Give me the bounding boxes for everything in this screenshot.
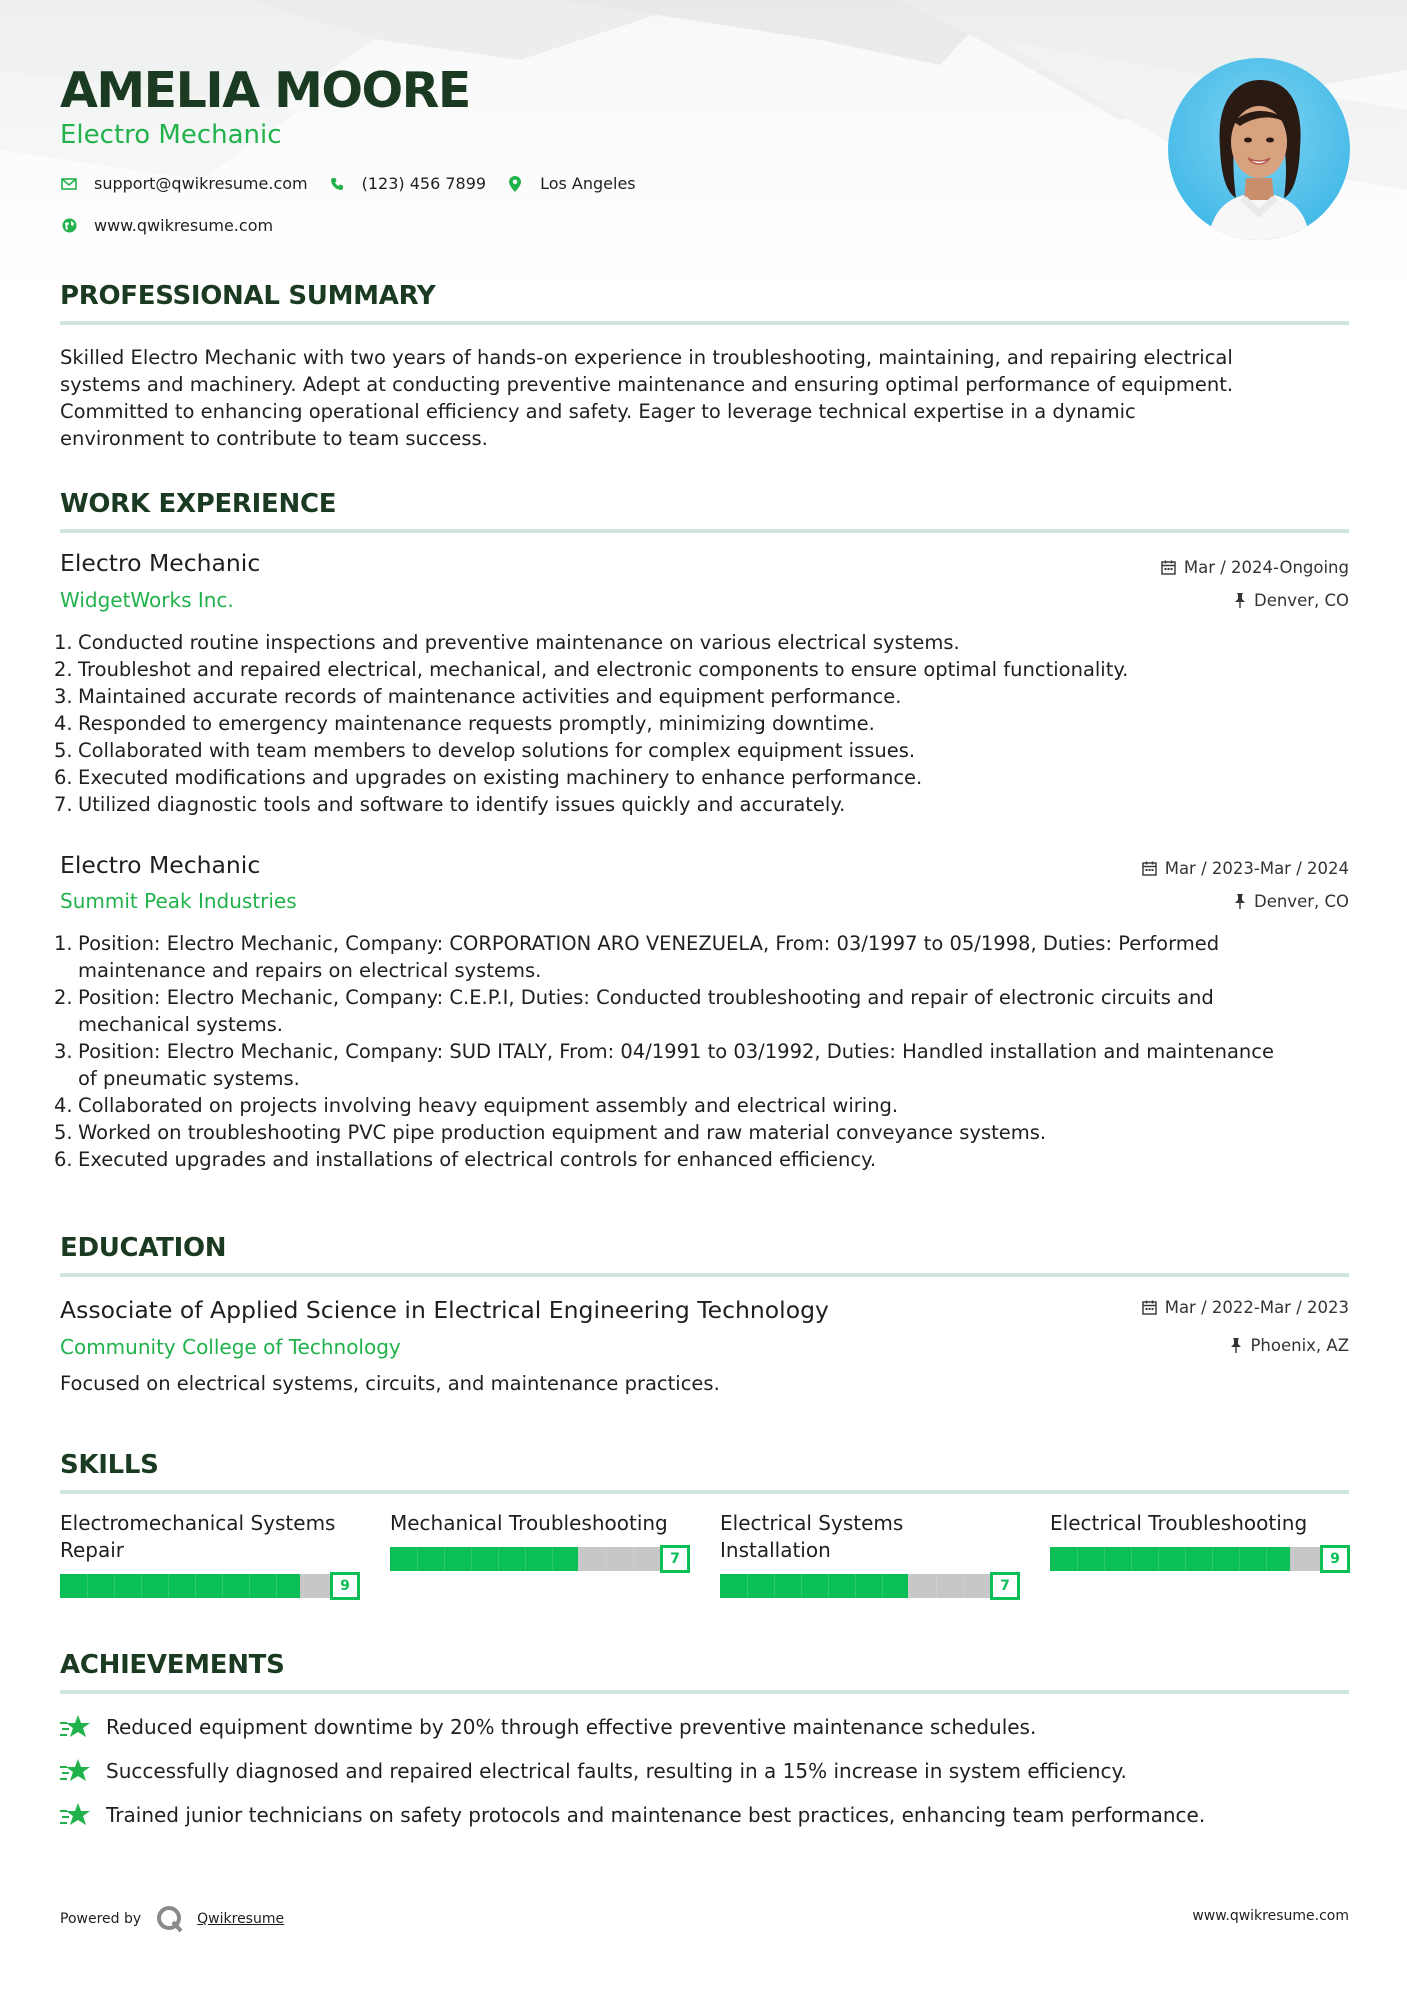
skill-bar-segment xyxy=(498,1547,499,1571)
skill-bar-segment xyxy=(1077,1547,1078,1571)
skill-level-bar xyxy=(720,1572,1020,1600)
contact-row-primary xyxy=(60,174,656,193)
footer-website[interactable]: www.qwikresume.com xyxy=(1192,1908,1349,1924)
skill-bar-fill xyxy=(1050,1547,1290,1571)
education-description: Focused on electrical systems, circuits, and maintenance practices. xyxy=(60,1372,720,1395)
skill-name-line: Repair xyxy=(60,1538,125,1562)
skill-item xyxy=(1050,1510,1350,1567)
list-item: 5. Worked on troubleshooting PVC pipe production equipment and raw material conveyance systems. xyxy=(54,1121,1047,1144)
skill-score-badge: 7 xyxy=(990,1572,1020,1600)
summary-text xyxy=(60,344,1349,452)
achievement-text: Successfully diagnosed and repaired electrical faults, resulting in a 15% increase in system efficiency. xyxy=(106,1759,1127,1783)
experience-divider xyxy=(60,529,1349,533)
summary-heading: PROFESSIONAL SUMMARY xyxy=(60,281,436,311)
job-company: WidgetWorks Inc. xyxy=(60,588,234,612)
education-dates-text: Mar / 2022-Mar / 2023 xyxy=(1164,1298,1349,1317)
calendar-icon xyxy=(1161,560,1176,575)
skill-bar-segment xyxy=(1104,1547,1105,1571)
skill-level-bar xyxy=(1050,1545,1350,1573)
skill-bar-segment xyxy=(579,1547,580,1571)
skill-level-bar xyxy=(60,1572,360,1600)
calendar-icon xyxy=(1142,1300,1157,1315)
summary-line: environment to contribute to team success. xyxy=(60,427,488,450)
skill-bar-segment xyxy=(87,1574,88,1598)
skill-bar-segment xyxy=(276,1574,277,1598)
list-item: 2. Troubleshot and repaired electrical, mechanical, and electronic components to ensure optimal functionality. xyxy=(54,658,1129,681)
skill-bar-fill xyxy=(60,1574,300,1598)
qwikresume-link[interactable]: Qwikresume xyxy=(197,1911,285,1927)
summary-divider xyxy=(60,321,1349,325)
skill-score-badge: 9 xyxy=(1320,1545,1350,1573)
skill-bar-segment xyxy=(606,1547,607,1571)
skill-bar-segment xyxy=(525,1547,526,1571)
skills-divider xyxy=(60,1490,1349,1494)
star-icon xyxy=(60,1802,92,1828)
pushpin-icon xyxy=(1230,1338,1242,1353)
skill-bar-segment xyxy=(1239,1547,1240,1571)
skill-bar-segment xyxy=(1293,1547,1294,1571)
phone-icon xyxy=(328,175,346,193)
skill-name xyxy=(60,1510,360,1564)
achievement-item xyxy=(60,1758,1127,1784)
skill-bar-segment xyxy=(936,1574,937,1598)
list-item: 1. Position: Electro Mechanic, Company: CORPORATION ARO VENEZUELA, From: 03/1997 to 05/1998, Duties: Performed maintenance and repairs on electrical systems. xyxy=(54,932,1220,982)
education-dates xyxy=(1142,1298,1349,1317)
phone-text: (123) 456 7899 xyxy=(361,174,487,193)
pushpin-icon xyxy=(1234,894,1246,909)
skill-bar-segment xyxy=(828,1574,829,1598)
skill-name xyxy=(1050,1510,1350,1537)
education-divider xyxy=(60,1273,1349,1277)
qwikresume-logo-icon xyxy=(155,1904,185,1934)
skill-bar-segment xyxy=(633,1547,634,1571)
skill-bar-segment xyxy=(855,1574,856,1598)
profile-photo xyxy=(1168,58,1350,240)
summary-line: Committed to enhancing operational efficiency and safety. Eager to leverage technical expertise in a dynamic xyxy=(60,400,1136,423)
skill-bar-segment xyxy=(963,1574,964,1598)
skill-item xyxy=(60,1510,360,1594)
map-pin-icon xyxy=(506,175,524,193)
pushpin-icon xyxy=(1234,593,1246,608)
list-item: 6. Executed modifications and upgrades on existing machinery to enhance performance. xyxy=(54,766,923,789)
skill-score-badge: 7 xyxy=(660,1545,690,1573)
achievement-item xyxy=(60,1714,1036,1740)
skill-name xyxy=(390,1510,690,1537)
skill-bar-segment xyxy=(168,1574,169,1598)
education-location xyxy=(1230,1336,1349,1355)
candidate-role: Electro Mechanic xyxy=(60,120,282,150)
skill-bar-segment xyxy=(1158,1547,1159,1571)
job-location xyxy=(1234,892,1349,911)
job-company: Summit Peak Industries xyxy=(60,889,297,913)
skill-name-line: Electrical Systems xyxy=(720,1511,904,1535)
experience-heading: WORK EXPERIENCE xyxy=(60,489,337,519)
skill-name-line: Mechanical Troubleshooting xyxy=(390,1511,668,1535)
skill-bar-segment xyxy=(249,1574,250,1598)
list-item: 3. Maintained accurate records of maintenance activities and equipment performance. xyxy=(54,685,902,708)
skill-bar-segment xyxy=(195,1574,196,1598)
summary-line: Skilled Electro Mechanic with two years of hands-on experience in troubleshooting, maintaining, and repairing electrical xyxy=(60,346,1233,369)
job-location xyxy=(1234,591,1349,610)
job-dates-text: Mar / 2023-Mar / 2024 xyxy=(1164,859,1349,878)
candidate-name: AMELIA MOORE xyxy=(60,62,470,119)
location-text: Los Angeles xyxy=(540,174,636,193)
globe-icon xyxy=(60,217,78,235)
contact-row-secondary xyxy=(60,216,293,235)
list-item: 5. Collaborated with team members to develop solutions for complex equipment issues. xyxy=(54,739,916,762)
list-item: 4. Collaborated on projects involving heavy equipment assembly and electrical wiring. xyxy=(54,1094,899,1117)
skill-bar-segment xyxy=(747,1574,748,1598)
education-heading: EDUCATION xyxy=(60,1233,227,1263)
skill-bar-segment xyxy=(552,1547,553,1571)
skill-item xyxy=(390,1510,690,1567)
email-text[interactable]: support@qwikresume.com xyxy=(94,174,308,193)
achievement-item xyxy=(60,1802,1205,1828)
job-location-text: Denver, CO xyxy=(1253,591,1349,610)
skill-bar-segment xyxy=(801,1574,802,1598)
achievement-text: Trained junior technicians on safety protocols and maintenance best practices, enhancing team performance. xyxy=(106,1803,1206,1827)
job-title: Electro Mechanic xyxy=(60,549,261,577)
job-location-text: Denver, CO xyxy=(1253,892,1349,911)
job-dates xyxy=(1161,558,1349,577)
skill-bar-segment xyxy=(417,1547,418,1571)
job-dates-text: Mar / 2024-Ongoing xyxy=(1183,558,1349,577)
skill-score-badge: 9 xyxy=(330,1572,360,1600)
job-duties-list xyxy=(54,930,1349,1173)
skill-bar-segment xyxy=(1131,1547,1132,1571)
job-duties-list xyxy=(54,629,1349,818)
calendar-icon xyxy=(1142,861,1157,876)
skill-name-line: Electromechanical Systems xyxy=(60,1511,336,1535)
skill-bar-fill xyxy=(390,1547,578,1571)
achievements-heading: ACHIEVEMENTS xyxy=(60,1650,285,1680)
skills-heading: SKILLS xyxy=(60,1450,159,1480)
skill-bar-segment xyxy=(222,1574,223,1598)
skill-bar-segment xyxy=(1212,1547,1213,1571)
list-item: 6. Executed upgrades and installations of electrical controls for enhanced efficiency. xyxy=(54,1148,877,1171)
list-item: 2. Position: Electro Mechanic, Company: C.E.P.I, Duties: Conducted troubleshooting and repair of electronic circuits and mechanical systems. xyxy=(54,986,1214,1036)
skill-bar-segment xyxy=(444,1547,445,1571)
skill-bar-segment xyxy=(882,1574,883,1598)
list-item: 4. Responded to emergency maintenance requests promptly, minimizing downtime. xyxy=(54,712,875,735)
skill-bar-segment xyxy=(1185,1547,1186,1571)
achievement-text: Reduced equipment downtime by 20% through effective preventive maintenance schedules. xyxy=(106,1715,1037,1739)
education-location-text: Phoenix, AZ xyxy=(1250,1336,1349,1355)
achievements-divider xyxy=(60,1690,1349,1694)
list-item: 7. Utilized diagnostic tools and software to identify issues quickly and accurately. xyxy=(54,793,846,816)
skill-bar-segment xyxy=(114,1574,115,1598)
skill-bar-segment xyxy=(774,1574,775,1598)
skill-name xyxy=(720,1510,1020,1564)
skill-name-line: Electrical Troubleshooting xyxy=(1050,1511,1308,1535)
list-item: 1. Conducted routine inspections and preventive maintenance on various electrical systems. xyxy=(54,631,960,654)
skill-bar-fill xyxy=(720,1574,908,1598)
skill-bar-segment xyxy=(141,1574,142,1598)
skill-bar-segment xyxy=(1266,1547,1267,1571)
school-name: Community College of Technology xyxy=(60,1335,401,1359)
skill-bar-segment xyxy=(471,1547,472,1571)
star-icon xyxy=(60,1758,92,1784)
powered-by-label: Powered by xyxy=(60,1911,142,1927)
skill-name-line: Installation xyxy=(720,1538,831,1562)
job-dates xyxy=(1142,859,1349,878)
website-text[interactable]: www.qwikresume.com xyxy=(94,216,274,235)
skill-bar-segment xyxy=(303,1574,304,1598)
skill-item xyxy=(720,1510,1020,1594)
powered-by xyxy=(60,1904,284,1934)
degree-title: Associate of Applied Science in Electrical Engineering Technology xyxy=(60,1296,829,1324)
email-icon xyxy=(60,175,78,193)
star-icon xyxy=(60,1714,92,1740)
summary-line: systems and machinery. Adept at conducting preventive maintenance and ensuring optimal performance of equipment. xyxy=(60,373,1234,396)
list-item: 3. Position: Electro Mechanic, Company: SUD ITALY, From: 04/1991 to 03/1992, Duties: Handled installation and maintenance of pneumatic systems. xyxy=(54,1040,1274,1090)
skill-bar-segment xyxy=(909,1574,910,1598)
job-title: Electro Mechanic xyxy=(60,851,261,879)
skill-level-bar xyxy=(390,1545,690,1573)
footer xyxy=(60,1900,1349,1930)
